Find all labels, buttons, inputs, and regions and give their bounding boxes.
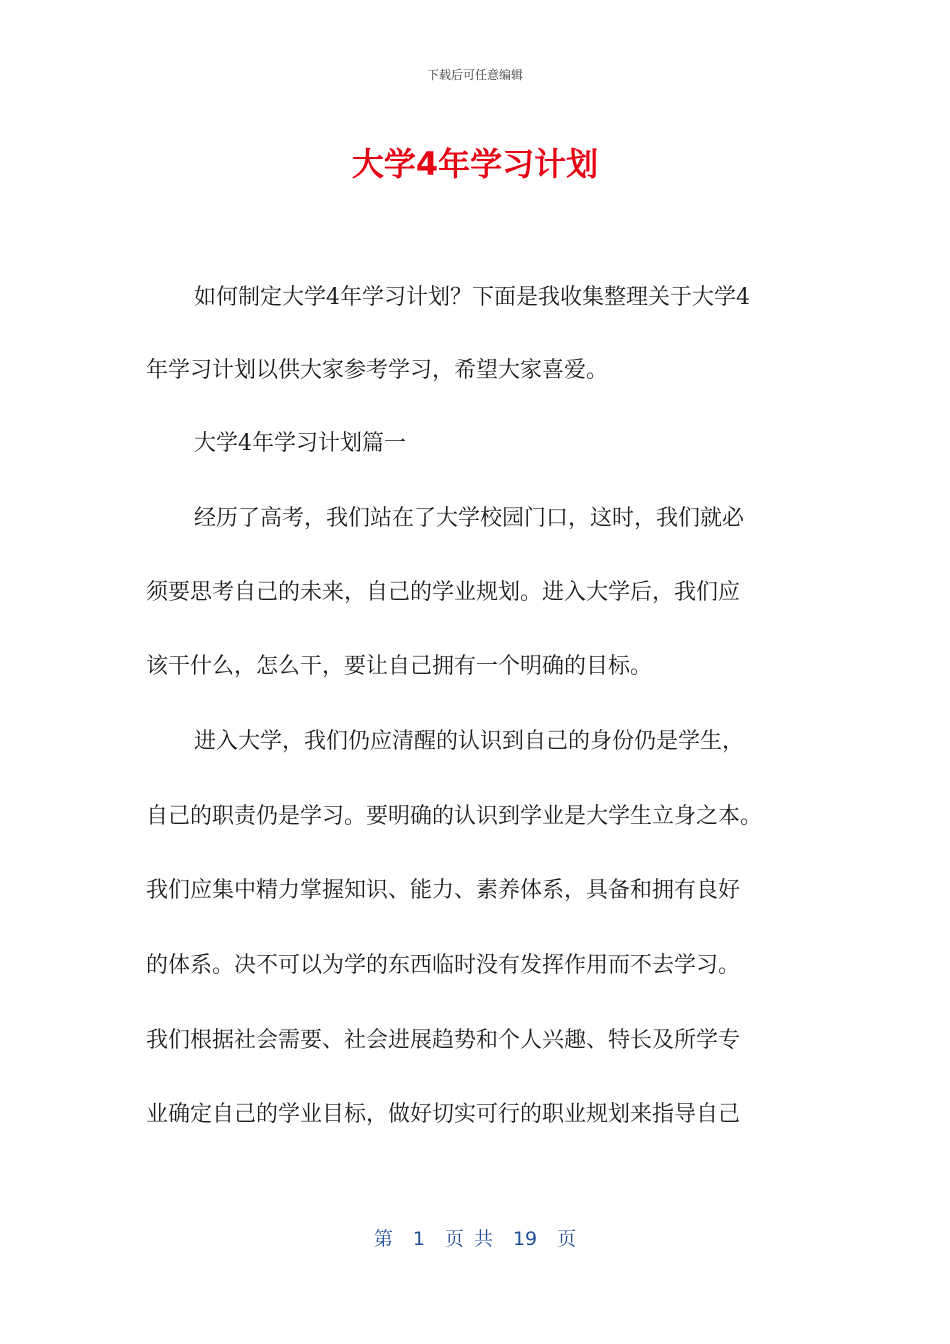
total-pages-number: 19	[512, 1228, 538, 1250]
section-heading: 大学4年学习计划篇一	[194, 431, 406, 456]
page-footer	[0, 1224, 950, 1251]
page-middle: 页 共	[444, 1228, 493, 1250]
text-line: 的体系。决不可以为学的东西临时没有发挥作用而不去学习。	[146, 953, 741, 978]
current-page-number: 1	[412, 1228, 425, 1250]
text-line: 我们根据社会需要、社会进展趋势和个人兴趣、特长及所学专	[146, 1028, 741, 1053]
text-line: 自己的职责仍是学习。要明确的认识到学业是大学生立身之本。	[146, 804, 763, 829]
text-line: 进入大学，我们仍应清醒的认识到自己的身份仍是学生，	[194, 729, 745, 754]
text-line: 须要思考自己的未来，自己的学业规划。进入大学后，我们应	[146, 580, 741, 605]
text-line: 我们应集中精力掌握知识、能力、素养体系，具备和拥有良好	[146, 878, 741, 903]
header-note: 下载后可任意编辑	[426, 68, 523, 82]
text-line: 该干什么，怎么干，要让自己拥有一个明确的目标。	[146, 654, 653, 679]
text-line: 如何制定大学4年学习计划？下面是我收集整理关于大学4	[194, 285, 750, 310]
page-title: 大学4年学习计划	[351, 145, 599, 183]
text-line: 经历了高考，我们站在了大学校园门口，这时，我们就必	[194, 506, 745, 531]
page-suffix: 页	[557, 1228, 577, 1250]
text-line: 年学习计划以供大家参考学习，希望大家喜爱。	[146, 358, 609, 383]
text-line: 业确定自己的学业目标，做好切实可行的职业规划来指导自己	[146, 1102, 741, 1127]
page-prefix: 第	[373, 1228, 393, 1250]
